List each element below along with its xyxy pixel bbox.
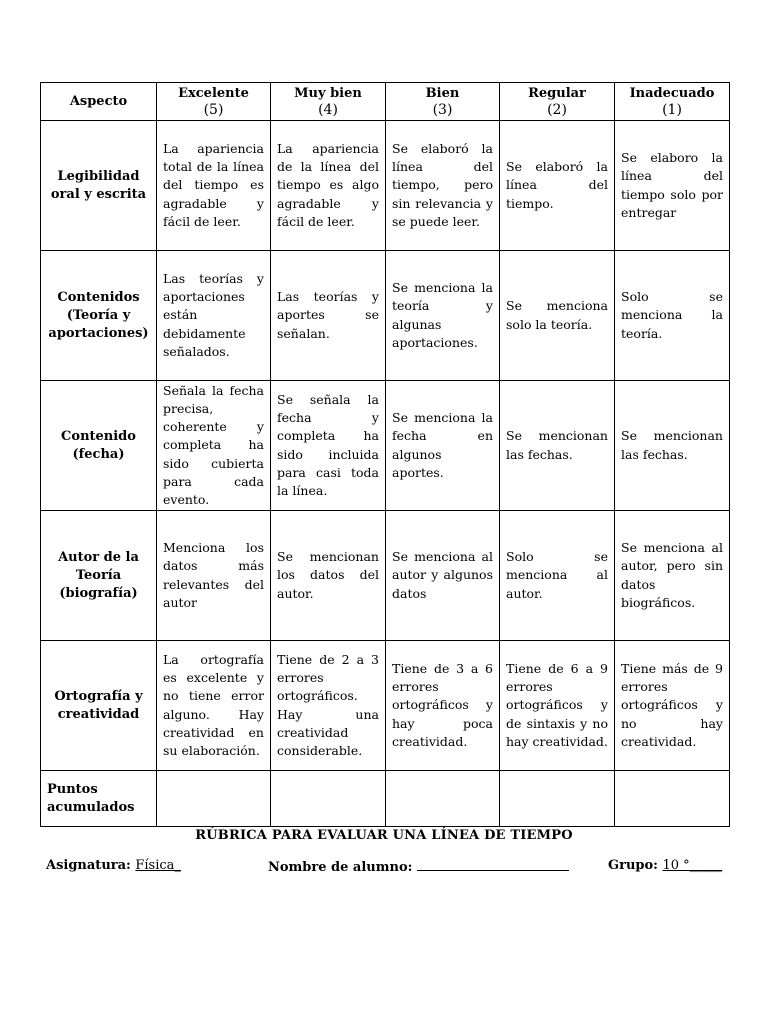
rubric-sheet	[40, 82, 729, 827]
header-muy-bien: Muy bien (4)	[271, 83, 386, 121]
score-cell-bien[interactable]	[386, 771, 500, 827]
descriptor-cell: Se menciona la fecha en algunos aportes.	[386, 381, 500, 511]
rubric-table	[40, 82, 730, 827]
header-row	[41, 83, 730, 121]
score-cell-muy-bien[interactable]	[271, 771, 386, 827]
aspect-cell: Contenido (fecha)	[41, 381, 157, 511]
score-cell-regular[interactable]	[500, 771, 615, 827]
total-points-label: Puntos acumulados	[41, 771, 157, 827]
group-field	[608, 858, 722, 873]
descriptor-cell: Las teorías y aportes se señalan.	[271, 251, 386, 381]
total-points-row	[41, 771, 730, 827]
descriptor-cell: Solo se menciona al autor.	[500, 511, 615, 641]
subject-label: Asignatura	[46, 858, 127, 873]
descriptor-cell: Tiene más de 9 errores ortográficos y no hay creatividad.	[615, 641, 730, 771]
header-excelente: Excelente (5)	[157, 83, 271, 121]
descriptor-cell: Menciona los datos más relevantes del autor	[157, 511, 271, 641]
group-label: Grupo:	[608, 858, 658, 873]
descriptor-cell: Tiene de 2 a 3 errores ortográficos. Hay una creatividad considerable.	[271, 641, 386, 771]
header-inadecuado: Inadecuado (1)	[615, 83, 730, 121]
student-name-field	[268, 858, 569, 875]
group-value: 10 °_____	[662, 858, 723, 873]
criterion-row-contenidos	[41, 251, 730, 381]
aspect-cell: Autor de la Teoría (biografía)	[41, 511, 157, 641]
aspect-cell: Ortografía y creatividad	[41, 641, 157, 771]
descriptor-cell: Se elaboro la línea del tiempo solo por entregar	[615, 121, 730, 251]
descriptor-cell: La ortografía es excelente y no tiene error alguno. Hay creatividad en su elaboración.	[157, 641, 271, 771]
descriptor-cell: Se mencionan las fechas.	[500, 381, 615, 511]
criterion-row-legibilidad	[41, 121, 730, 251]
descriptor-cell: Se menciona la teoría y algunas aportaciones.	[386, 251, 500, 381]
descriptor-cell: Señala la fecha precisa, coherente y completa ha sido cubierta para cada evento.	[157, 381, 271, 511]
aspect-cell: Legibilidad oral y escrita	[41, 121, 157, 251]
score-cell-excelente[interactable]	[157, 771, 271, 827]
student-name-label: Nombre de alumno:	[268, 860, 413, 875]
criterion-row-autor	[41, 511, 730, 641]
descriptor-cell: La apariencia de la línea del tiempo es algo agradable y fácil de leer.	[271, 121, 386, 251]
descriptor-cell: Se menciona al autor y algunos datos	[386, 511, 500, 641]
criterion-row-fecha	[41, 381, 730, 511]
rubric-title: RÚBRICA PARA EVALUAR UNA LÍNEA DE TIEMPO	[195, 828, 573, 843]
descriptor-cell: Se menciona al autor, pero sin datos biográficos.	[615, 511, 730, 641]
descriptor-cell: Se elaboró la línea del tiempo, pero sin relevancia y se puede leer.	[386, 121, 500, 251]
descriptor-cell: Se elaboró la línea del tiempo.	[500, 121, 615, 251]
descriptor-cell: Se mencionan las fechas.	[615, 381, 730, 511]
subject-field: Asignatura: Física_	[46, 858, 181, 873]
criterion-row-ortografia	[41, 641, 730, 771]
descriptor-cell: Tiene de 6 a 9 errores ortográficos y de sintaxis y no hay creatividad.	[500, 641, 615, 771]
subject-value: Física_	[135, 858, 181, 873]
header-aspect: Aspecto	[41, 83, 157, 121]
descriptor-cell: Se menciona solo la teoría.	[500, 251, 615, 381]
header-regular: Regular (2)	[500, 83, 615, 121]
descriptor-cell: Se señala la fecha y completa ha sido incluida para casi toda la línea.	[271, 381, 386, 511]
descriptor-cell: Se mencionan los datos del autor.	[271, 511, 386, 641]
student-name-blank[interactable]	[417, 858, 569, 871]
header-bien: Bien (3)	[386, 83, 500, 121]
descriptor-cell: Las teorías y aportaciones están debidamente señalados.	[157, 251, 271, 381]
descriptor-cell: Tiene de 3 a 6 errores ortográficos y hay poca creatividad.	[386, 641, 500, 771]
descriptor-cell: La apariencia total de la línea del tiempo es agradable y fácil de leer.	[157, 121, 271, 251]
aspect-cell: Contenidos (Teoría y aportaciones)	[41, 251, 157, 381]
descriptor-cell: Solo se menciona la teoría.	[615, 251, 730, 381]
score-cell-inadecuado[interactable]	[615, 771, 730, 827]
